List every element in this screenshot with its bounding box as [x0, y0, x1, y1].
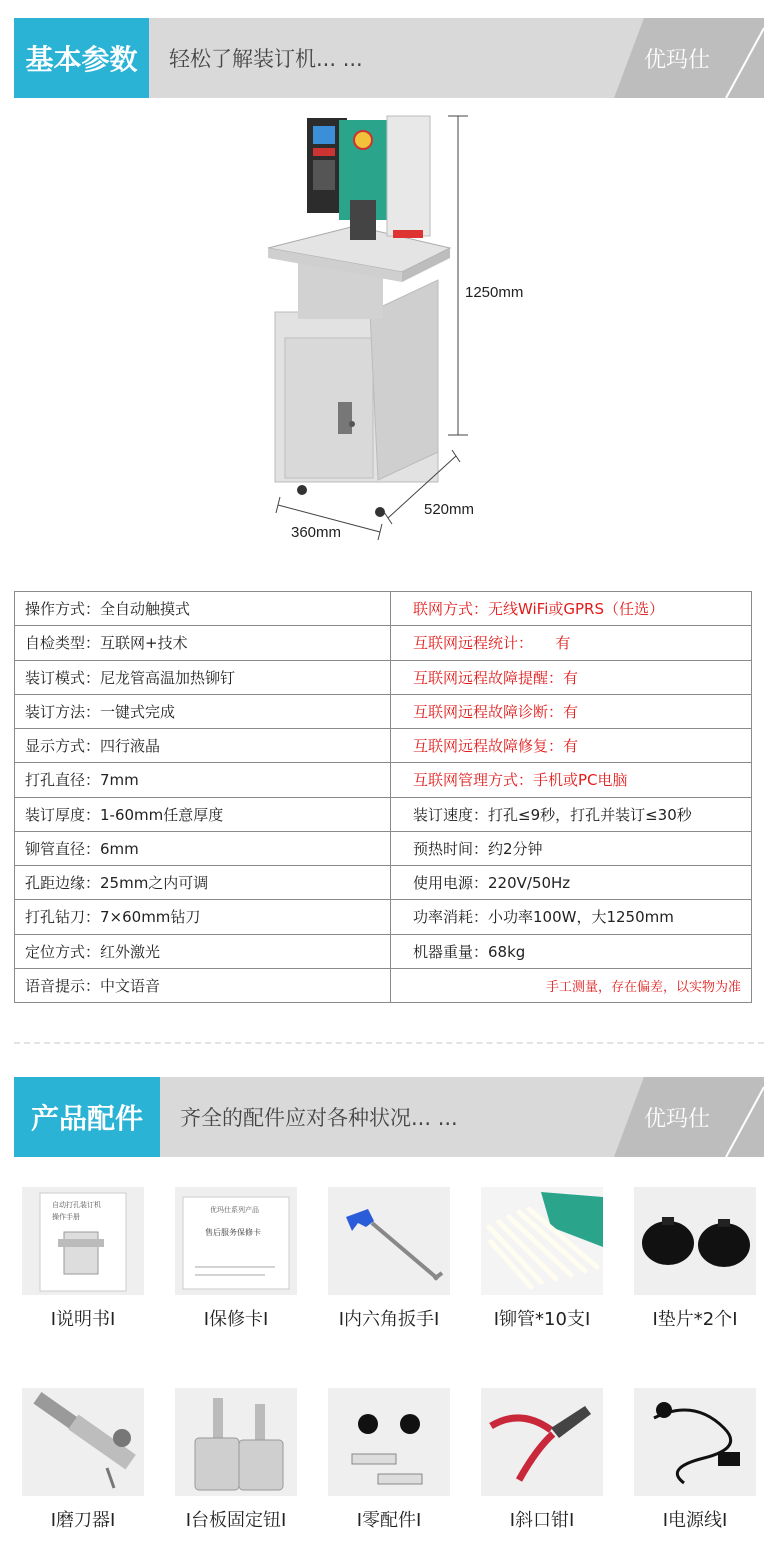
- spec-row: [15, 763, 752, 797]
- spec-row: [15, 866, 752, 900]
- spec-row: [15, 592, 752, 626]
- spec-right-cell: 使用电源：220V/50Hz: [391, 866, 752, 900]
- accessory-label: I垫片*2个I: [652, 1309, 738, 1330]
- spec-left-cell: 定位方式：红外激光: [15, 934, 391, 968]
- accessory-label: I零配件I: [356, 1510, 422, 1531]
- section-divider: [14, 1042, 764, 1044]
- card-line1: 优玛仕系列产品: [210, 1206, 259, 1214]
- accessory-label: I说明书I: [50, 1309, 116, 1330]
- section-subtitle: 轻松了解装订机... ...: [169, 47, 363, 71]
- binding-machine-illustration: [0, 100, 774, 580]
- spec-left-cell: 装订模式：尼龙管高温加热铆钉: [15, 660, 391, 694]
- spec-row: [15, 968, 752, 1002]
- section-tab: 产品配件: [14, 1077, 160, 1157]
- spec-right-cell: 联网方式：无线WiFi或GPRS（任选）: [391, 592, 752, 626]
- cutter-pliers-icon: [481, 1388, 603, 1496]
- accessory-label: I铆管*10支I: [493, 1309, 591, 1330]
- pads-icon: [634, 1187, 756, 1295]
- spec-right-cell: 预热时间：约2分钟: [391, 831, 752, 865]
- spec-left-cell: 铆管直径：6mm: [15, 831, 391, 865]
- accessory-item: [634, 1187, 756, 1331]
- accessory-label: I电源线I: [662, 1510, 728, 1531]
- spec-left-cell: 操作方式：全自动触摸式: [15, 592, 391, 626]
- spec-left-cell: 打孔钻刀：7×60mm钻刀: [15, 900, 391, 934]
- spec-row: [15, 900, 752, 934]
- knob-icon: [175, 1388, 297, 1496]
- spec-left-cell: 装订厚度：1-60mm任意厚度: [15, 797, 391, 831]
- spec-right-cell: 互联网远程统计： 有: [391, 626, 752, 660]
- brand-label: [614, 1077, 764, 1157]
- accessory-item: [328, 1187, 450, 1331]
- height-dimension: 1250mm: [465, 284, 524, 301]
- measurement-note: 手工测量，存在偏差，以实物为准: [391, 968, 752, 1002]
- accessory-label: I内六角扳手I: [338, 1309, 440, 1330]
- spec-row: [15, 660, 752, 694]
- spec-right-cell: 互联网远程故障诊断：有: [391, 694, 752, 728]
- accessory-label: I保修卡I: [203, 1309, 269, 1330]
- spec-row: [15, 729, 752, 763]
- card-line2: 售后服务保修卡: [205, 1228, 261, 1237]
- spec-left-cell: 自检类型：互联网+技术: [15, 626, 391, 660]
- brand-label: [614, 18, 764, 98]
- manual-line2: 操作手册: [52, 1213, 80, 1221]
- section-subtitle: 齐全的配件应对各种状况... ...: [180, 1106, 458, 1130]
- spec-right-cell: 互联网管理方式：手机或PC电脑: [391, 763, 752, 797]
- spec-right-cell: 互联网远程故障修复：有: [391, 729, 752, 763]
- accessory-label: I台板固定钮I: [185, 1510, 287, 1531]
- accessory-item: [22, 1187, 144, 1331]
- spec-table: [14, 591, 752, 1003]
- spec-row: [15, 797, 752, 831]
- spec-right-cell: 功率消耗：小功率100W，大1250mm: [391, 900, 752, 934]
- power-cord-icon: [634, 1388, 756, 1496]
- spec-row: [15, 626, 752, 660]
- spec-right-cell: 装订速度：打孔≤9秒，打孔并装订≤30秒: [391, 797, 752, 831]
- section-banner-specs: [14, 18, 764, 98]
- spec-row: [15, 934, 752, 968]
- accessory-item: [634, 1388, 756, 1532]
- accessory-label: I斜口钳I: [509, 1510, 575, 1531]
- width-dimension: 360mm: [291, 524, 342, 541]
- brand-text: 优玛仕: [644, 47, 711, 73]
- manual-icon: [22, 1187, 144, 1295]
- accessory-item: [481, 1187, 603, 1331]
- spec-right-cell: 互联网远程故障提醒：有: [391, 660, 752, 694]
- spare-parts-icon: [328, 1388, 450, 1496]
- spec-left-cell: 显示方式：四行液晶: [15, 729, 391, 763]
- brand-text: 优玛仕: [644, 1106, 711, 1132]
- spec-left-cell: 孔距边缘：25mm之内可调: [15, 866, 391, 900]
- accessory-item: [481, 1388, 603, 1532]
- spec-row: [15, 694, 752, 728]
- accessory-item: [175, 1187, 297, 1331]
- accessory-item: [328, 1388, 450, 1532]
- manual-line1: 自动打孔装订机: [52, 1201, 101, 1209]
- spec-left-cell: 打孔直径：7mm: [15, 763, 391, 797]
- rivet-tubes-icon: [481, 1187, 603, 1295]
- sharpener-icon: [22, 1388, 144, 1496]
- accessory-item: [175, 1388, 297, 1532]
- accessory-item: [22, 1388, 144, 1532]
- section-tab: 基本参数: [14, 18, 149, 98]
- spec-right-cell: 机器重量：68kg: [391, 934, 752, 968]
- spec-left-cell: 装订方法：一键式完成: [15, 694, 391, 728]
- hex-wrench-icon: [328, 1187, 450, 1295]
- section-banner-accessories: [14, 1077, 764, 1157]
- spec-left-cell: 语音提示：中文语音: [15, 968, 391, 1002]
- spec-row: [15, 831, 752, 865]
- depth-dimension: 520mm: [424, 501, 475, 518]
- warranty-card-icon: [175, 1187, 297, 1295]
- accessory-label: I磨刀器I: [50, 1510, 116, 1531]
